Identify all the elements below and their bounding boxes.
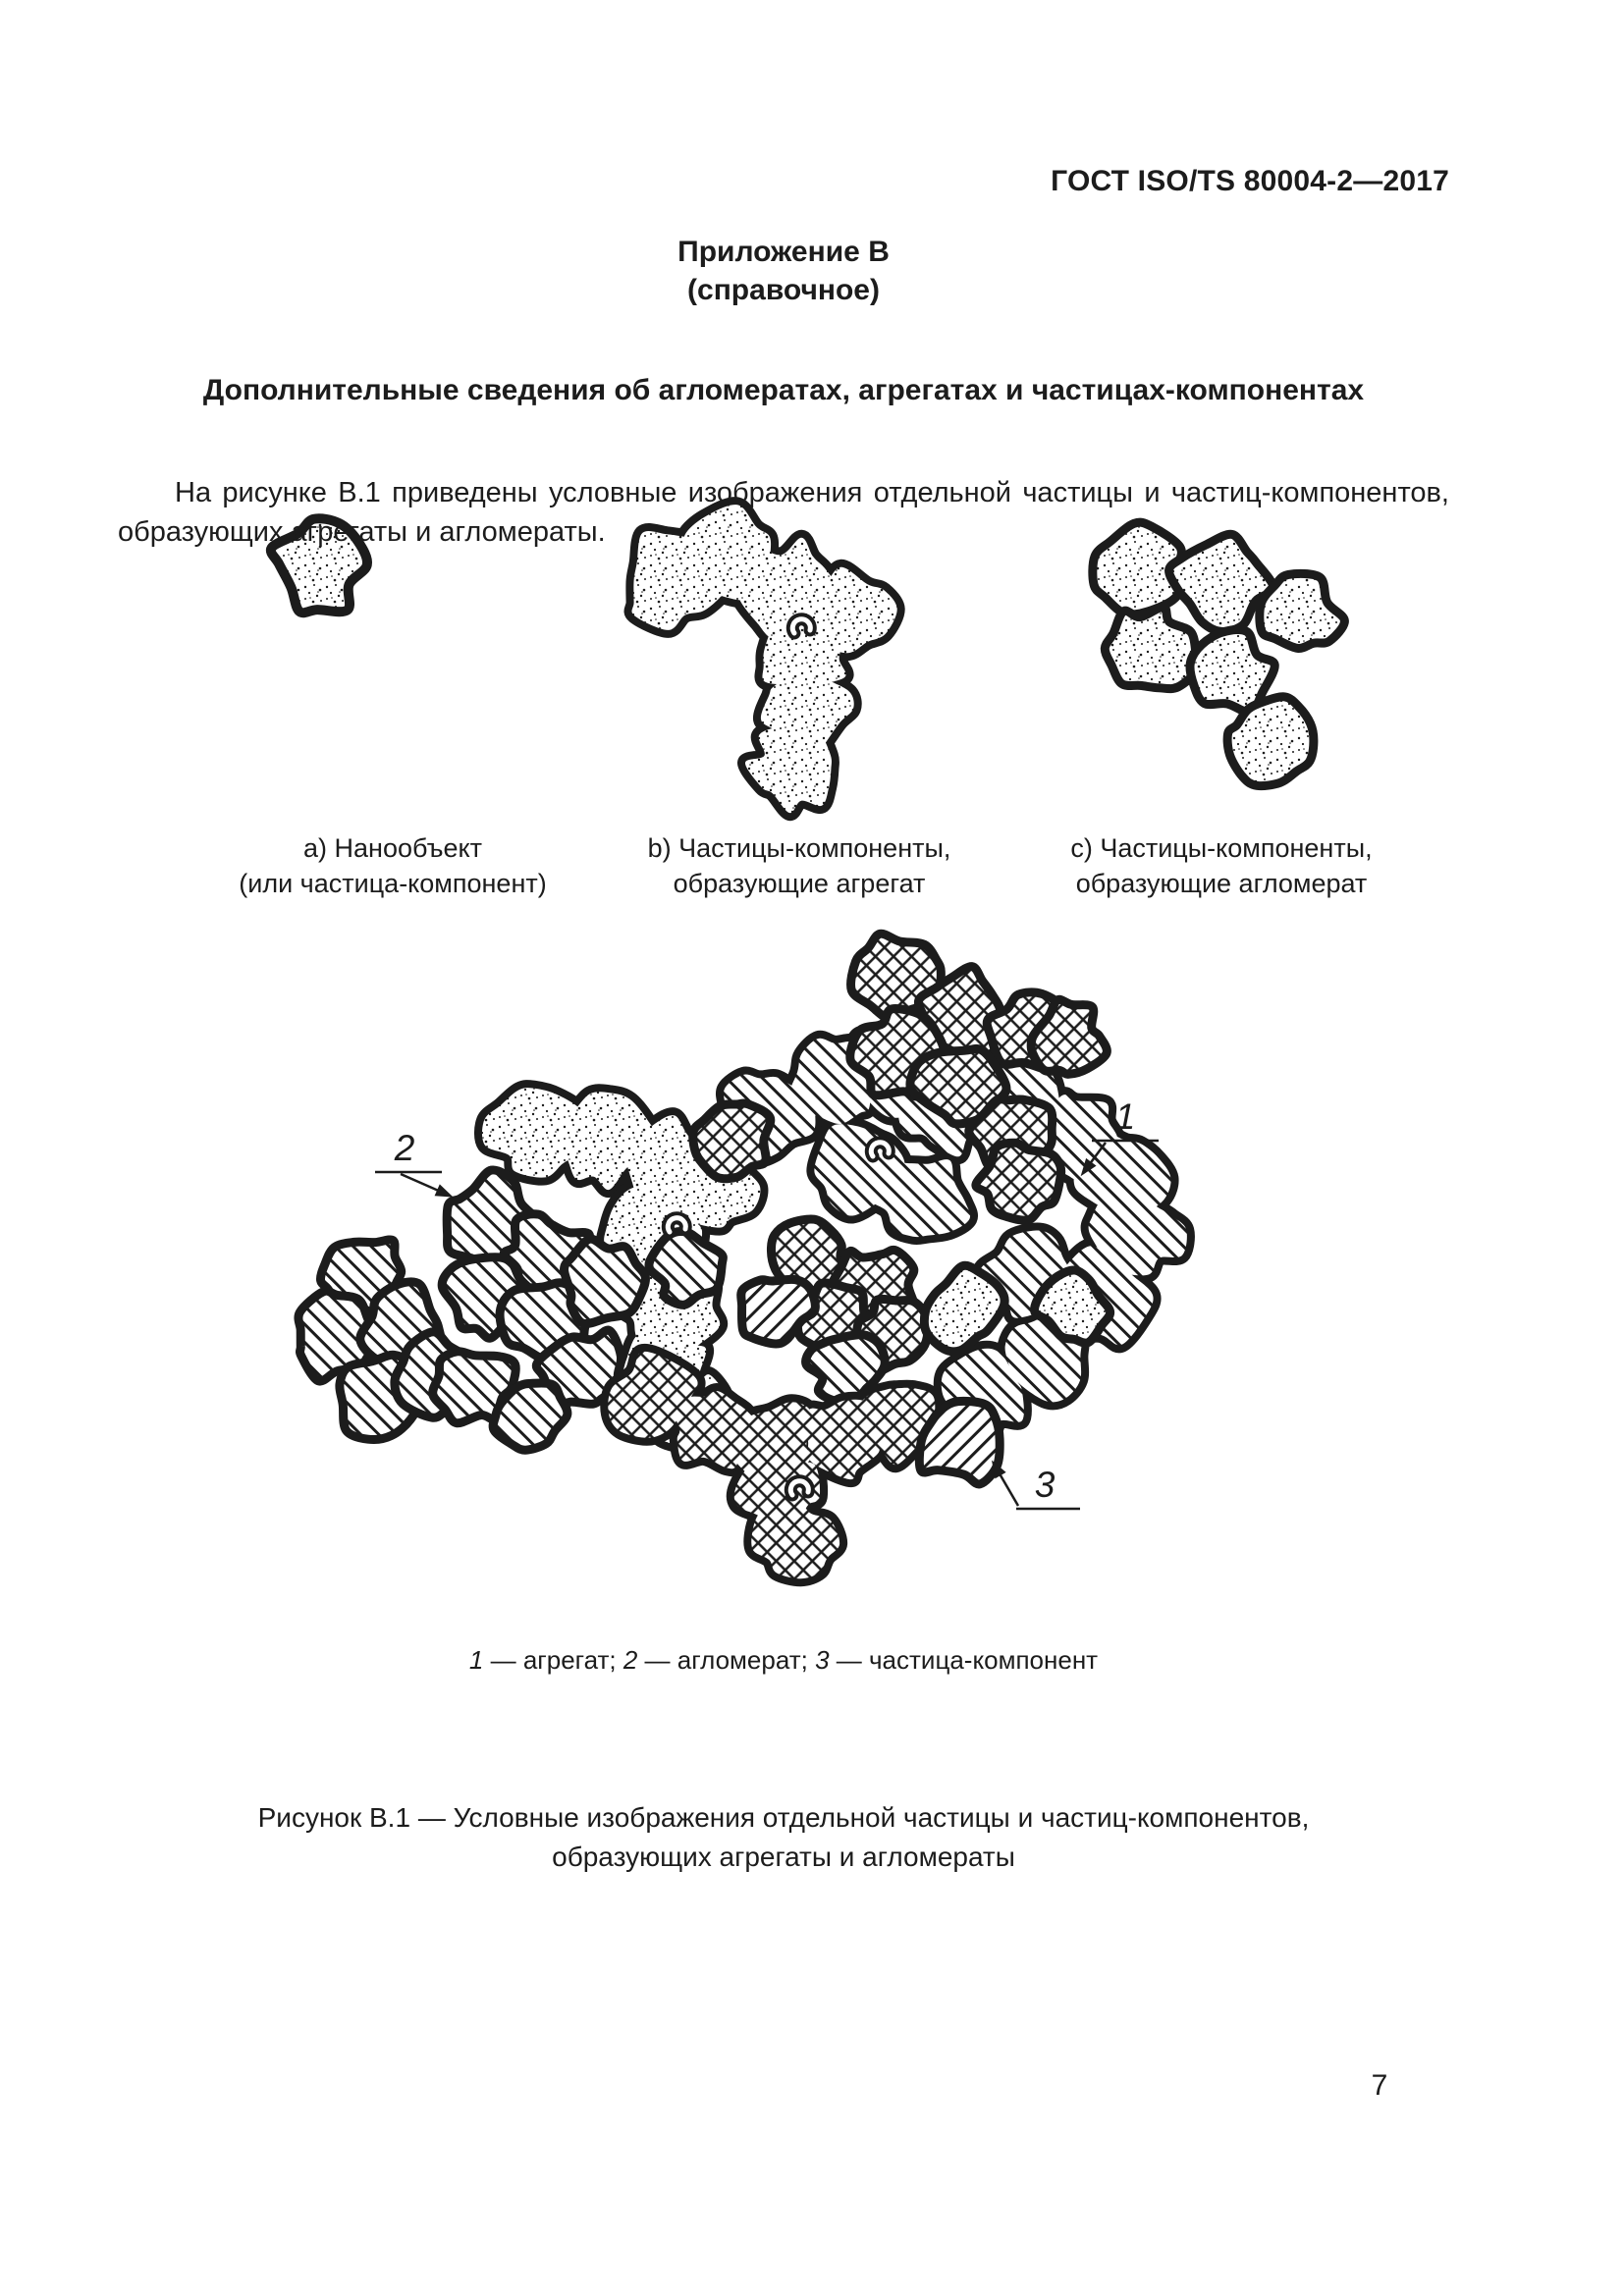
subfigure-a-caption: a) Нанообъект (или частица-компонент) [239, 833, 547, 898]
callout-3 [992, 1461, 1080, 1509]
appendix-heading [118, 233, 1449, 309]
callout-2 [375, 1128, 454, 1198]
legend-term-1: — агрегат; [483, 1645, 623, 1675]
page-number: 7 [1371, 2069, 1388, 2102]
appendix-kind: (справочное) [687, 274, 880, 306]
section-title: Дополнительные сведения об агломератах, агрегатах и частицах-компонентах [202, 374, 1365, 406]
appendix-label: Приложение В [677, 236, 890, 268]
subfigure-c-caption: c) Частицы-компоненты, образующие агломерат [1070, 833, 1373, 898]
figure-caption: Рисунок В.1 — Условные изображения отдельной частицы и частиц-компонентов, образующих агрегаты и агломераты [257, 1802, 1310, 1872]
legend-key-3: 3 [815, 1645, 830, 1675]
legend-key-2: 2 [623, 1645, 638, 1675]
callout-label-1: 1 [1114, 1096, 1136, 1137]
legend-term-3: — частица-компонент [829, 1645, 1099, 1675]
document-number-header: ГОСТ ISO/TS 80004-2—2017 [1051, 165, 1449, 197]
legend-term-2: — агломерат; [637, 1645, 816, 1675]
callout-label-2: 2 [394, 1128, 415, 1168]
figure-legend [118, 1645, 1449, 1676]
intro-paragraph: На рисунке В.1 приведены условные изображения отдельной частицы и частиц-компонентов, образующих агрегаты и агломераты. [118, 477, 1449, 548]
subfigure-b-caption: b) Частицы-компоненты, образующие агрегат [647, 833, 951, 898]
legend-key-1: 1 [468, 1645, 484, 1675]
b1-crosshatch-particle-iso [693, 1103, 771, 1179]
callout-label-3: 3 [1034, 1465, 1056, 1505]
b1-agglomerate-cluster-left-2 [298, 1170, 646, 1450]
subfigure-c-agglomerate [1093, 522, 1345, 785]
b1-crosshatch-aggregate-bottom [608, 1352, 935, 1578]
